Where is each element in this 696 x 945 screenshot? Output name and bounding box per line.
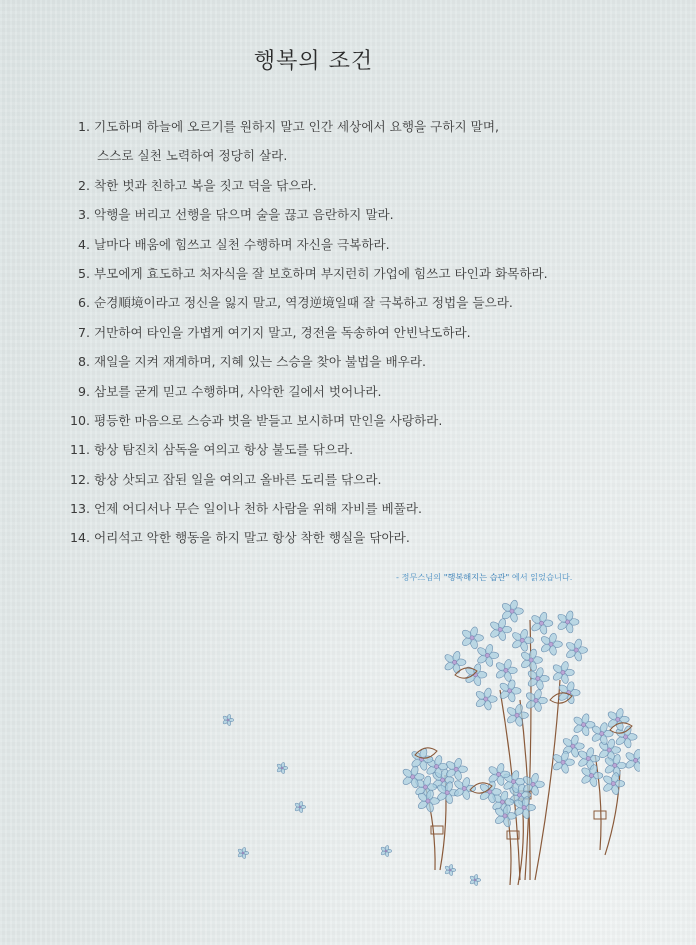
credit-book-title: "행복해지는 습관" — [443, 572, 510, 582]
credit-suffix: 에서 읽었습니다. — [511, 572, 573, 582]
rule-number: 14. — [69, 530, 90, 546]
flower-center — [242, 852, 244, 854]
rule-text: 악행을 버리고 선행을 닦으며 술을 끊고 음란하지 말라. — [94, 207, 394, 223]
flower-center — [520, 638, 524, 642]
flower-center — [549, 642, 553, 646]
rule-text: 평등한 마음으로 스승과 벗을 받들고 보시하며 만인을 사랑하라. — [94, 412, 443, 428]
flower-center — [536, 676, 540, 680]
rule-item — [0, 494, 696, 523]
flower-center — [411, 775, 415, 779]
flower-center — [500, 800, 504, 804]
flower-center — [522, 805, 526, 809]
rule-item — [0, 230, 696, 259]
flower-center — [485, 653, 489, 657]
flower-center — [423, 785, 427, 789]
flower-center — [462, 786, 466, 790]
page-title: 행복의 조건 — [253, 49, 374, 74]
flower-center — [385, 850, 387, 852]
flower-center — [511, 780, 515, 784]
flower-center — [470, 636, 474, 640]
flower-center — [566, 620, 570, 624]
rule-number: 8. — [77, 354, 90, 370]
rule-item-continuation — [0, 141, 696, 170]
rule-text: 항상 탐진치 삼독을 여의고 항상 불도를 닦으라. — [94, 442, 354, 458]
rule-number: 3. — [77, 207, 90, 223]
flower-center — [227, 719, 229, 721]
rule-item — [0, 347, 696, 376]
flower-center — [607, 748, 611, 752]
rule-item — [0, 465, 696, 494]
rule-text: 거만하여 타인을 가볍게 여기지 말고, 경전을 독송하여 안빈낙도하라. — [94, 324, 471, 340]
credit-prefix: - 정무스님의 — [396, 572, 442, 582]
flower-center — [633, 758, 637, 762]
rule-text: 착한 벗과 친하고 복을 짓고 덕을 닦으라. — [94, 177, 317, 193]
flower-center — [581, 723, 585, 727]
flower-center — [454, 767, 458, 771]
flower-center — [449, 869, 451, 871]
flower-center — [529, 658, 533, 662]
rule-text: 날마다 배움에 힘쓰고 실천 수행하며 자신을 극복하라. — [94, 236, 390, 252]
rule-number: 5. — [77, 265, 90, 281]
rule-item — [0, 200, 696, 229]
rules-list — [0, 112, 696, 553]
flower-center — [496, 772, 500, 776]
rule-text: 언제 어디서나 무슨 일이나 천하 사람을 위해 자비를 베풀라. — [94, 501, 423, 517]
bouquet-group — [222, 599, 640, 886]
rule-text: 순경順境이라고 정신을 잃지 말고, 역경逆境일때 잘 극복하고 정법을 들으라. — [94, 295, 513, 311]
flower-center — [445, 791, 449, 795]
flower-center — [426, 799, 430, 803]
rule-item — [0, 377, 696, 406]
flower-center — [574, 648, 578, 652]
bouquet-tie — [594, 811, 606, 819]
flower-center — [488, 790, 492, 794]
rule-item — [0, 406, 696, 435]
flower-center — [589, 773, 593, 777]
flower-center — [510, 609, 514, 613]
rule-item — [0, 288, 696, 317]
rule-text: 부모에게 효도하고 처자식을 잘 보호하며 부지런히 가업에 힘쓰고 타인과 화목하라. — [94, 265, 548, 281]
flower-center — [561, 670, 565, 674]
rule-text: 기도하며 하늘에 오르기를 원하지 말고 인간 세상에서 요행을 구하지 말며, — [94, 119, 499, 134]
flower-center — [434, 764, 438, 768]
flower-center — [539, 621, 543, 625]
flower-center — [517, 793, 521, 797]
rule-item — [0, 435, 696, 464]
flower-center — [616, 717, 620, 721]
rule-item — [0, 171, 696, 200]
rule-number: 4. — [77, 236, 90, 252]
rule-number: 6. — [77, 295, 90, 311]
rule-text-continuation: 스스로 실천 노력하여 정당히 살라. — [97, 148, 288, 164]
rule-number: 7. — [77, 324, 90, 340]
rule-number: 1. — [77, 119, 90, 134]
flower-center — [534, 698, 538, 702]
flower-center — [452, 660, 456, 664]
flower-center — [440, 778, 444, 782]
rule-number: 2. — [77, 177, 90, 193]
rule-item — [0, 259, 696, 288]
rule-text: 재일을 지켜 재계하며, 지혜 있는 스승을 찾아 불법을 배우라. — [94, 354, 427, 370]
flower-center — [561, 760, 565, 764]
flower-center — [571, 744, 575, 748]
flower-center — [498, 627, 502, 631]
flower-center — [299, 806, 301, 808]
rule-text: 삼보를 굳게 믿고 수행하며, 사악한 길에서 벗어나라. — [94, 383, 382, 399]
flower-bouquet-illustration — [200, 580, 640, 925]
rule-item — [0, 523, 696, 552]
flower-center — [600, 732, 604, 736]
flower-center — [474, 879, 476, 881]
flower-center — [484, 697, 488, 701]
flower-center — [613, 763, 617, 767]
rule-number: 10. — [69, 412, 90, 428]
rule-text: 어리석고 악한 행동을 하지 말고 항상 착한 행실을 닦아라. — [94, 530, 410, 546]
flower-center — [515, 713, 519, 717]
rule-item — [0, 112, 696, 141]
flower-center — [508, 689, 512, 693]
rule-item — [0, 318, 696, 347]
flower-center — [281, 767, 283, 769]
flower-center — [624, 735, 628, 739]
rule-number: 9. — [77, 383, 90, 399]
rule-text: 항상 삿되고 잡된 일을 여의고 올바른 도리를 닦으라. — [94, 471, 382, 487]
rule-number: 11. — [69, 442, 90, 458]
rule-number: 13. — [69, 501, 90, 517]
flower-center — [586, 756, 590, 760]
flower-center — [531, 782, 535, 786]
rule-number: 12. — [69, 471, 90, 487]
flower-center — [611, 782, 615, 786]
flower-center — [503, 814, 507, 818]
flower-center — [504, 668, 508, 672]
